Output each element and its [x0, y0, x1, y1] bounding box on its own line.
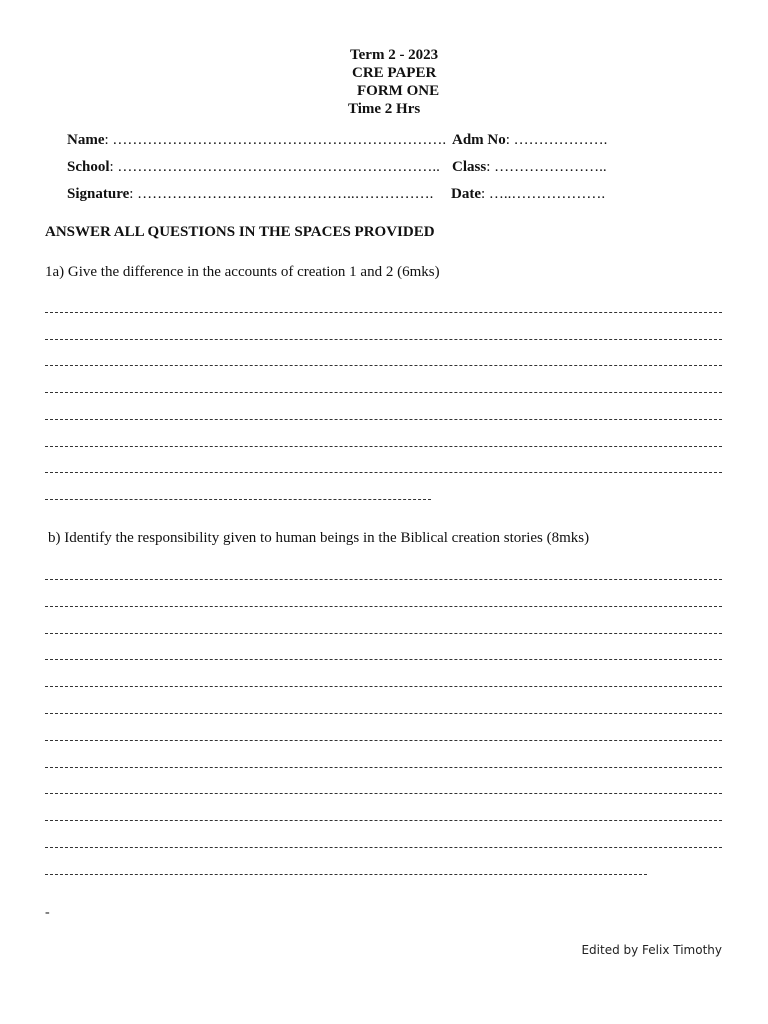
- trailing-dash: -: [45, 905, 50, 920]
- answer-line[interactable]: [45, 713, 722, 714]
- school-row: [67, 157, 607, 177]
- answer-line[interactable]: [45, 659, 722, 660]
- class-label: Class: [452, 159, 487, 175]
- answer-line[interactable]: [45, 606, 722, 607]
- term-label: Term 2 - 2023: [350, 47, 439, 63]
- answer-line[interactable]: [45, 499, 431, 500]
- time-label: Time 2 Hrs: [348, 101, 421, 117]
- answer-line[interactable]: [45, 446, 722, 447]
- answer-line[interactable]: [45, 579, 722, 580]
- answer-line[interactable]: [45, 419, 722, 420]
- name-label: Name: [67, 132, 105, 148]
- school-label: School: [67, 159, 110, 175]
- instructions: ANSWER ALL QUESTIONS IN THE SPACES PROVIDED: [45, 224, 435, 240]
- class-field[interactable]: : …………………..: [486, 159, 607, 175]
- answer-line[interactable]: [45, 874, 647, 875]
- school-field[interactable]: : ………………………………………………………..: [109, 159, 440, 175]
- class-group: [452, 157, 607, 177]
- answer-line[interactable]: [45, 365, 722, 366]
- date-field[interactable]: : …..……………….: [481, 186, 606, 202]
- name-field[interactable]: : ………………………………………………………….: [104, 132, 447, 148]
- date-group: [451, 184, 605, 204]
- answer-line[interactable]: [45, 820, 722, 821]
- form-label: FORM ONE: [357, 83, 440, 99]
- answer-line[interactable]: [45, 686, 722, 687]
- date-label: Date: [451, 186, 481, 202]
- answer-line[interactable]: [45, 633, 722, 634]
- name-row: [67, 130, 608, 150]
- answer-line[interactable]: [45, 767, 722, 768]
- answer-line[interactable]: [45, 793, 722, 794]
- question-1a: 1a) Give the difference in the accounts of creation 1 and 2 (6mks): [45, 264, 440, 280]
- answer-line[interactable]: [45, 392, 722, 393]
- answer-line[interactable]: [45, 847, 722, 848]
- editor-credit: Edited by Felix Timothy: [581, 943, 722, 957]
- adm-label: Adm No: [452, 132, 506, 148]
- adm-group: [452, 130, 607, 150]
- answer-line[interactable]: [45, 740, 722, 741]
- signature-label: Signature: [67, 186, 130, 202]
- signature-field[interactable]: : ……………………………………..…………….: [129, 186, 434, 202]
- paper-title: CRE PAPER: [352, 65, 437, 81]
- question-1b: b) Identify the responsibility given to human beings in the Biblical creation stories (8mks): [48, 530, 590, 546]
- adm-field[interactable]: : ……………….: [505, 132, 608, 148]
- answer-line[interactable]: [45, 472, 722, 473]
- answer-line[interactable]: [45, 339, 722, 340]
- answer-line[interactable]: [45, 312, 722, 313]
- signature-row: [67, 184, 606, 204]
